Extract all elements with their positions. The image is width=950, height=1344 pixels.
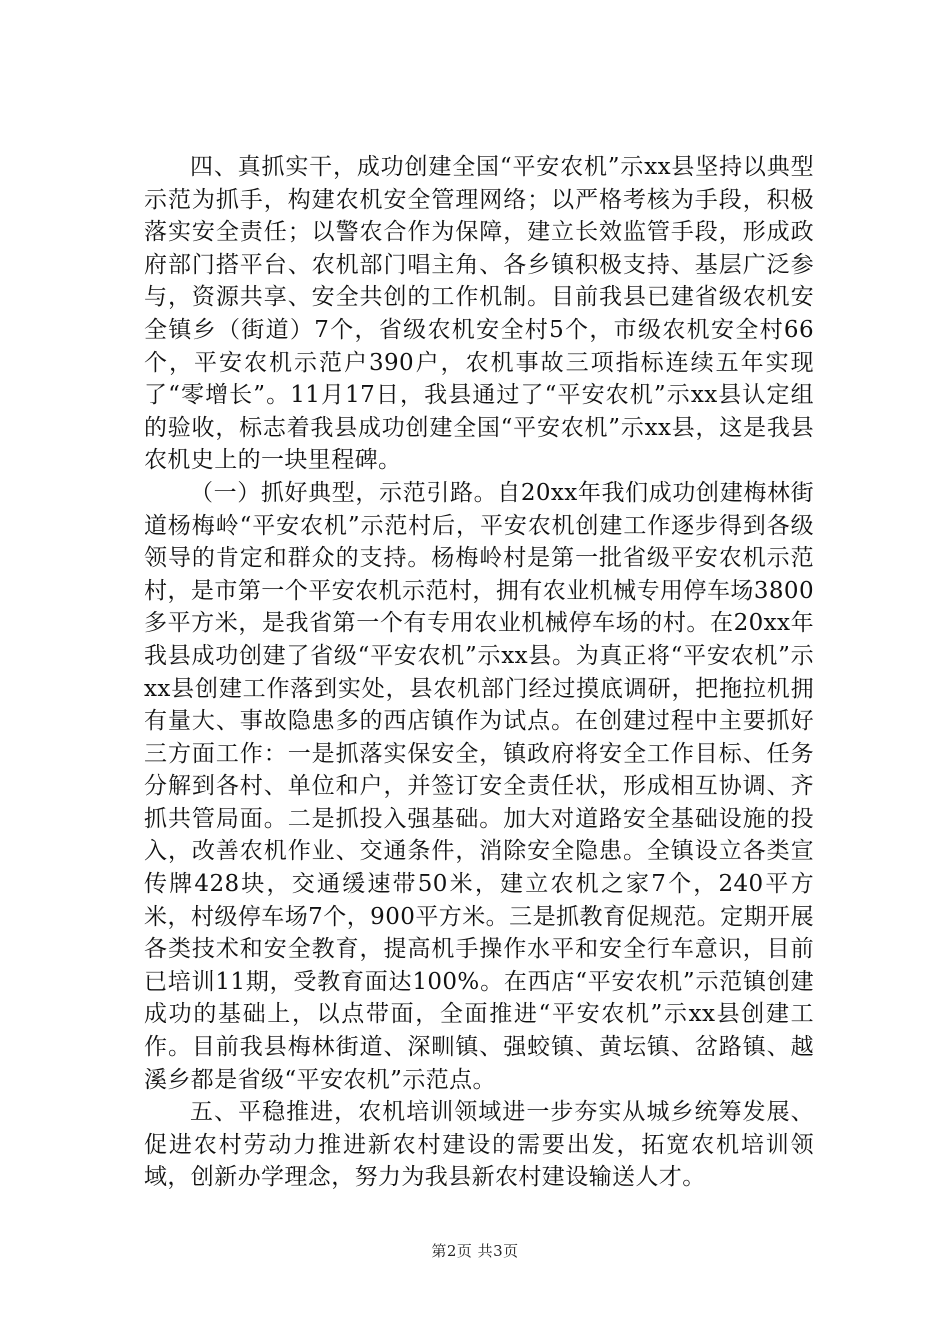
- paragraph-subsection-one: （一）抓好典型，示范引路。自20xx年我们成功创建梅林街道杨梅岭“平安农机”示范村后，平安农机创建工作逐步得到各级领导的肯定和群众的支持。杨梅岭村是第一批省级平安农机示范村，是市第一个平安农机示范村，拥有农业机械专用停车场3800多平方米，是我省第一个有专用农业机械停车场的村。在20xx年我县成功创建了省级“平安农机”示xx县。为真正将“平安农机”示xx县创建工作落到实处，县农机部门经过摸底调研，把拖拉机拥有量大、事故隐患多的西店镇作为试点。在创建过程中主要抓好三方面工作：一是抓落实保安全，镇政府将安全工作目标、任务分解到各村、单位和户，并签订安全责任状，形成相互协调、齐抓共管局面。二是抓投入强基础。加大对道路安全基础设施的投入，改善农机作业、交通条件，消除安全隐患。全镇设立各类宣传牌428块，交通缓速带50米，建立农机之家7个，240平方米，村级停车场7个，900平方米。三是抓教育促规范。定期开展各类技术和安全教育，提高机手操作水平和安全行车意识，目前已培训11期，受教育面达100%。在西店“平安农机”示范镇创建成功的基础上，以点带面，全面推进“平安农机”示xx县创建工作。目前我县梅林街道、深甽镇、强蛟镇、黄坛镇、岔路镇、越溪乡都是省级“平安农机”示范点。: [144, 479, 814, 1093]
- paragraph-section-five: 五、平稳推进，农机培训领域进一步夯实从城乡统筹发展、促进农村劳动力推进新农村建设的需要出发，拓宽农机培训领域，创新办学理念，努力为我县新农村建设输送人才。: [144, 1099, 814, 1191]
- paragraph-section-four: 四、真抓实干，成功创建全国“平安农机”示xx县坚持以典型示范为抓手，构建农机安全管理网络；以严格考核为手段，积极落实安全责任；以警农合作为保障，建立长效监管手段，形成政府部门搭平台、农机部门唱主角、各乡镇积极支持、基层广泛参与，资源共享、安全共创的工作机制。目前我县已建省级农机安全镇乡（街道）7个，省级农机安全村5个，市级农机安全村66个，平安农机示范户390户，农机事故三项指标连续五年实现了“零增长”。11月17日，我县通过了“平安农机”示xx县认定组的验收，标志着我县成功创建全国“平安农机”示xx县，这是我县农机史上的一块里程碑。: [144, 154, 814, 474]
- document-body: [144, 151, 814, 1194]
- page-footer: 第2页 共3页: [431, 1242, 519, 1260]
